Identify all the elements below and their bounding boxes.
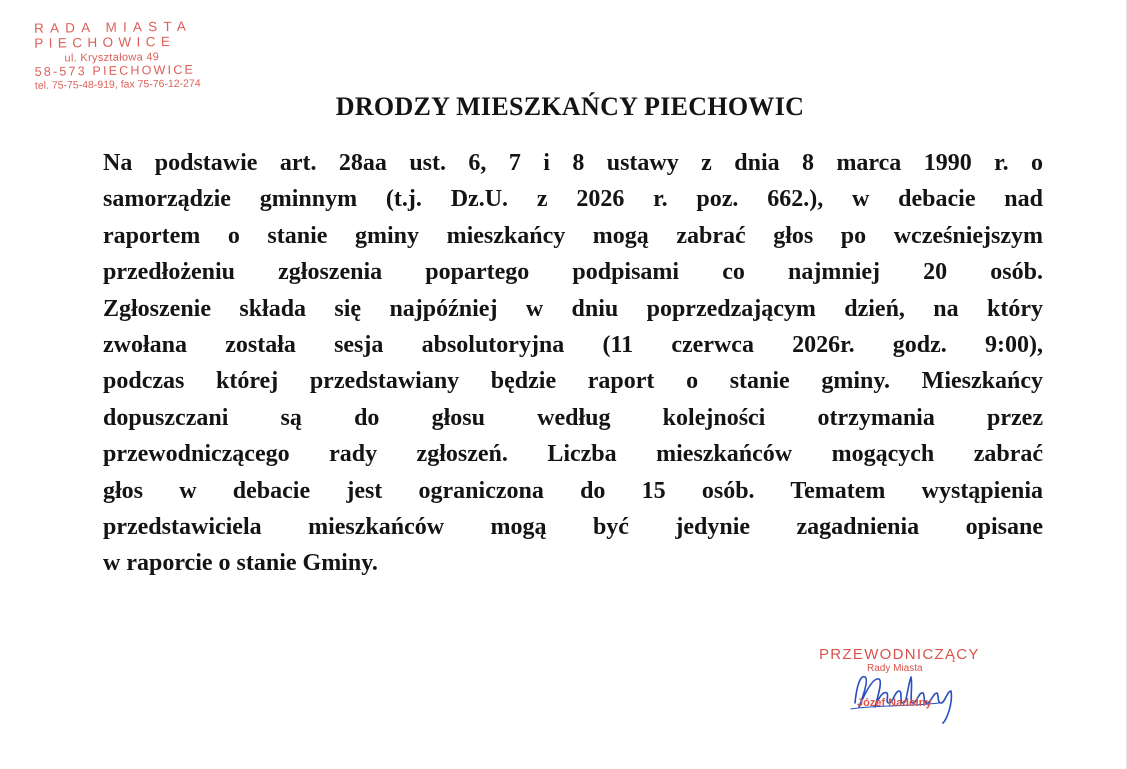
handwritten-signature xyxy=(843,663,973,723)
announcement-body xyxy=(103,145,1043,582)
body-line: Zgłoszenie składa się najpóźniej w dniu poprzedzającym dzień, na który xyxy=(103,295,1043,322)
signature-name: Józef Nadolny xyxy=(857,697,932,709)
stamp-line-town: PIECHOWICE xyxy=(34,33,176,51)
body-line: przedłożeniu zgłoszenia popartego podpisami co najmniej 20 osób. xyxy=(103,259,1043,286)
body-line: Na podstawie art. 28aa ust. 6, 7 i 8 ustawy z dnia 8 marca 1990 r. o xyxy=(103,150,1043,176)
stamp-line-phone: tel. 75-75-48-919, fax 75-76-12-274 xyxy=(34,77,201,92)
body-line: głos w debacie jest ograniczona do 15 osób. Tematem wystąpienia xyxy=(103,477,1043,504)
council-stamp xyxy=(26,19,227,92)
body-line: podczas której przedstawiany będzie raport o stanie gminy. Mieszkańcy xyxy=(103,368,1043,395)
stamp-line-street: ul. Kryształowa 49 xyxy=(64,50,160,65)
signature-role: PRZEWODNICZĄCY xyxy=(819,646,980,663)
body-line: samorządzie gminnym (t.j. Dz.U. z 2026 r. poz. 662.), w debacie nad xyxy=(103,186,1043,213)
body-line: przedstawiciela mieszkańców mogą być jedynie zagadnienia opisane xyxy=(103,513,1043,540)
stamp-line-council: RADA MIASTA xyxy=(33,18,193,36)
signature-block xyxy=(805,645,1005,725)
body-line: zwołana została sesja absolutoryjna (11 czerwca 2026r. godz. 9:00), xyxy=(103,331,1043,358)
body-line: przewodniczącego rady zgłoszeń. Liczba mieszkańców mogących zabrać xyxy=(103,441,1043,468)
signature-council: Rady Miasta xyxy=(867,663,923,674)
document-title: DRODZY MIESZKAŃCY PIECHOWIC xyxy=(335,92,805,121)
body-line: dopuszczani są do głosu według kolejności otrzymania przez xyxy=(103,404,1043,431)
body-line: raportem o stanie gminy mieszkańcy mogą zabrać głos po wcześniejszym xyxy=(103,222,1043,249)
stamp-line-postcode: 58-573 PIECHOWICE xyxy=(34,62,196,79)
body-line: w raporcie o stanie Gminy. xyxy=(103,550,378,577)
